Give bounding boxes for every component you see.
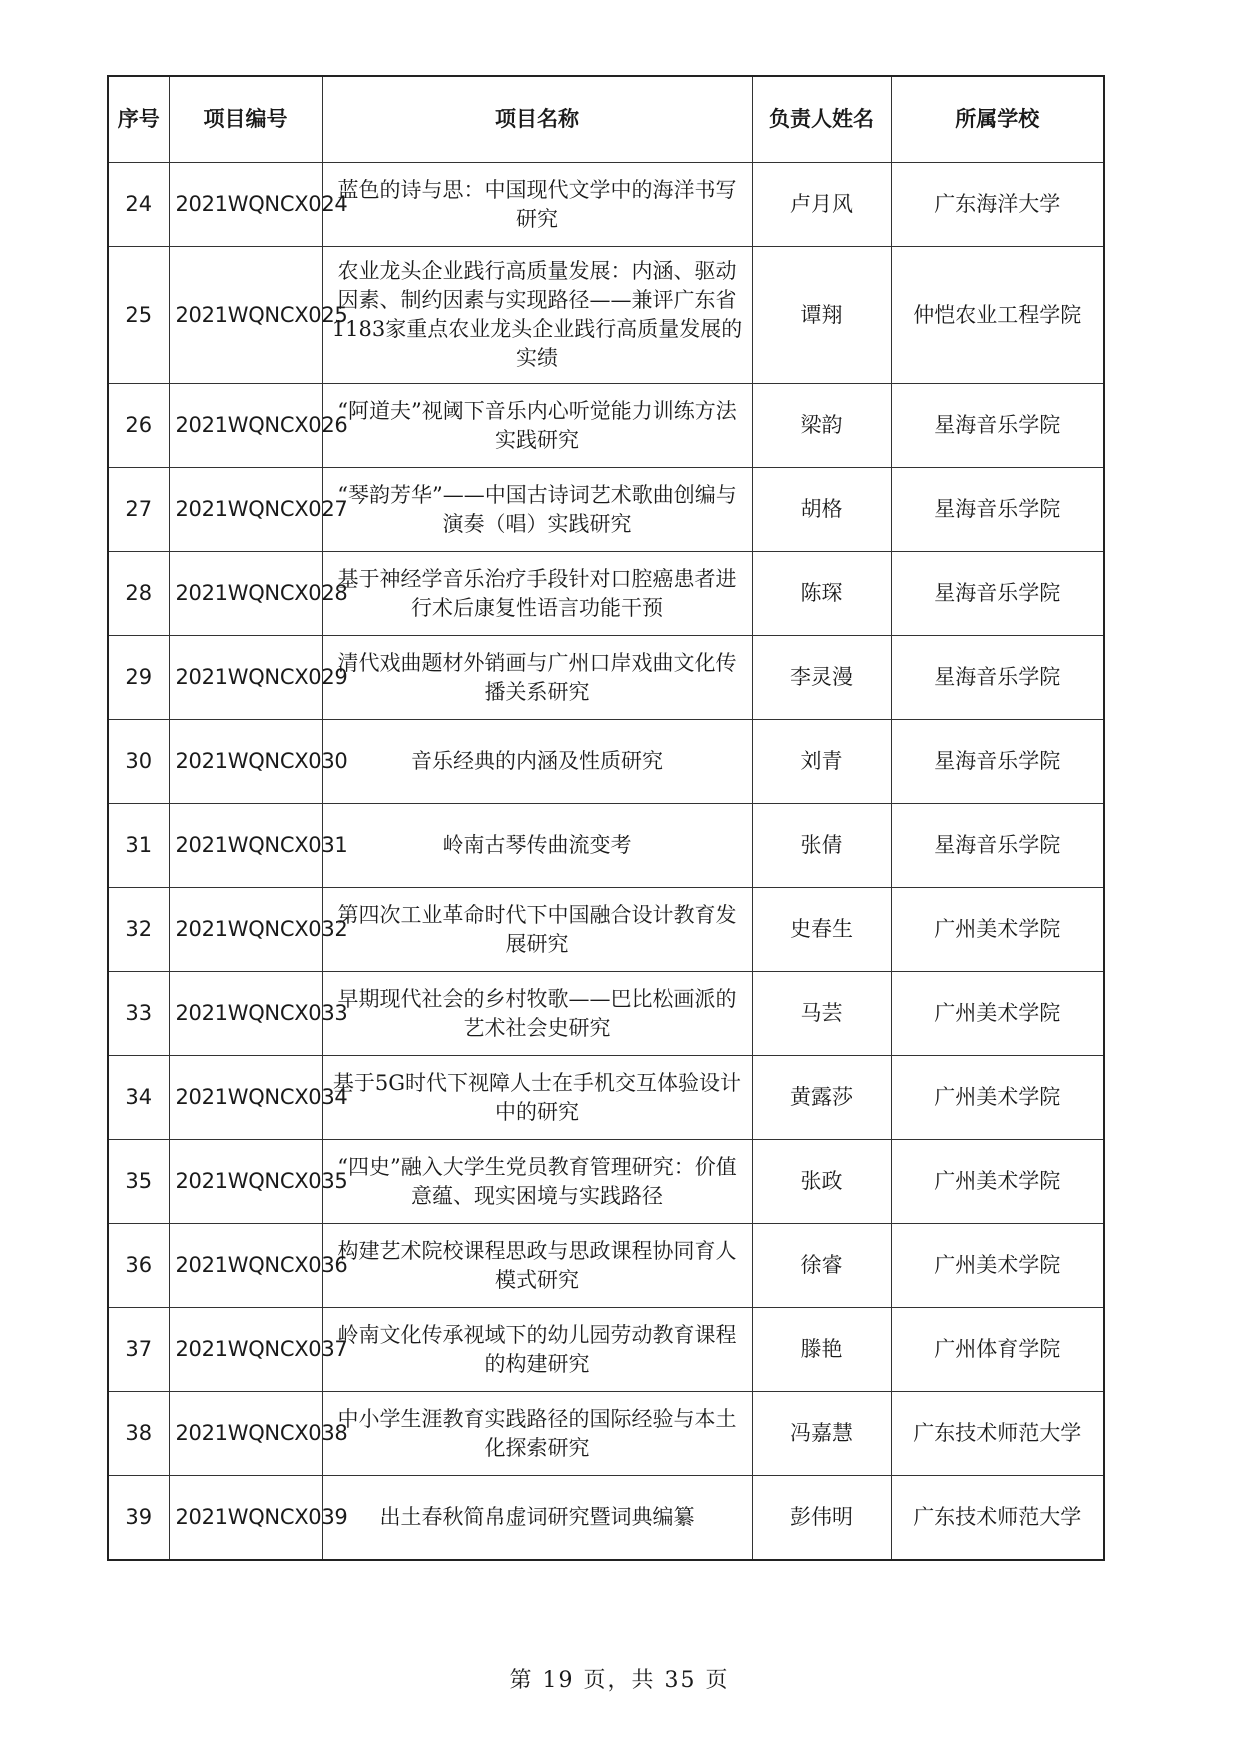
cell-code: 2021WQNCX033 [169, 972, 322, 1056]
table-row [108, 1308, 1104, 1392]
table-row [108, 636, 1104, 720]
cell-title: 农业龙头企业践行高质量发展：内涵、驱动因素、制约因素与实现路径——兼评广东省1183家重点农业龙头企业践行高质量发展的实绩 [322, 247, 752, 384]
cell-seq: 34 [108, 1056, 169, 1140]
cell-title: “四史”融入大学生党员教育管理研究：价值意蕴、现实困境与实践路径 [322, 1140, 752, 1224]
cell-title: 早期现代社会的乡村牧歌——巴比松画派的艺术社会史研究 [322, 972, 752, 1056]
header-title: 项目名称 [322, 76, 752, 163]
cell-code: 2021WQNCX029 [169, 636, 322, 720]
cell-code: 2021WQNCX028 [169, 552, 322, 636]
cell-title: 基于神经学音乐治疗手段针对口腔癌患者进行术后康复性语言功能干预 [322, 552, 752, 636]
cell-code: 2021WQNCX031 [169, 804, 322, 888]
cell-title: 基于5G时代下视障人士在手机交互体验设计中的研究 [322, 1056, 752, 1140]
cell-leader: 冯嘉慧 [752, 1392, 891, 1476]
cell-school: 星海音乐学院 [891, 468, 1104, 552]
cell-leader: 胡格 [752, 468, 891, 552]
cell-leader: 梁韵 [752, 384, 891, 468]
cell-school: 广州美术学院 [891, 1140, 1104, 1224]
table-row [108, 972, 1104, 1056]
cell-seq: 26 [108, 384, 169, 468]
cell-leader: 马芸 [752, 972, 891, 1056]
cell-school: 广州美术学院 [891, 972, 1104, 1056]
table-row [108, 888, 1104, 972]
cell-leader: 张倩 [752, 804, 891, 888]
cell-seq: 25 [108, 247, 169, 384]
cell-seq: 33 [108, 972, 169, 1056]
cell-code: 2021WQNCX026 [169, 384, 322, 468]
cell-seq: 30 [108, 720, 169, 804]
table-row [108, 1392, 1104, 1476]
cell-school: 仲恺农业工程学院 [891, 247, 1104, 384]
cell-leader: 卢月风 [752, 163, 891, 247]
cell-leader: 彭伟明 [752, 1476, 891, 1561]
cell-school: 广州美术学院 [891, 1056, 1104, 1140]
cell-leader: 徐睿 [752, 1224, 891, 1308]
cell-code: 2021WQNCX030 [169, 720, 322, 804]
cell-seq: 38 [108, 1392, 169, 1476]
header-seq: 序号 [108, 76, 169, 163]
table-row [108, 384, 1104, 468]
header-school: 所属学校 [891, 76, 1104, 163]
table-row [108, 163, 1104, 247]
header-code: 项目编号 [169, 76, 322, 163]
table-row [108, 552, 1104, 636]
cell-title: 中小学生涯教育实践路径的国际经验与本土化探索研究 [322, 1392, 752, 1476]
cell-seq: 32 [108, 888, 169, 972]
cell-seq: 29 [108, 636, 169, 720]
cell-school: 星海音乐学院 [891, 720, 1104, 804]
cell-seq: 36 [108, 1224, 169, 1308]
cell-leader: 谭翔 [752, 247, 891, 384]
cell-title: 蓝色的诗与思：中国现代文学中的海洋书写研究 [322, 163, 752, 247]
cell-leader: 陈琛 [752, 552, 891, 636]
cell-school: 星海音乐学院 [891, 552, 1104, 636]
project-table [107, 75, 1105, 1561]
cell-code: 2021WQNCX036 [169, 1224, 322, 1308]
cell-school: 星海音乐学院 [891, 804, 1104, 888]
cell-seq: 35 [108, 1140, 169, 1224]
cell-school: 星海音乐学院 [891, 636, 1104, 720]
cell-seq: 24 [108, 163, 169, 247]
cell-code: 2021WQNCX034 [169, 1056, 322, 1140]
table-row [108, 247, 1104, 384]
cell-title: “琴韵芳华”——中国古诗词艺术歌曲创编与演奏（唱）实践研究 [322, 468, 752, 552]
cell-seq: 37 [108, 1308, 169, 1392]
cell-title: 清代戏曲题材外销画与广州口岸戏曲文化传播关系研究 [322, 636, 752, 720]
cell-title: 岭南古琴传曲流变考 [322, 804, 752, 888]
table-row [108, 720, 1104, 804]
cell-code: 2021WQNCX035 [169, 1140, 322, 1224]
cell-title: 音乐经典的内涵及性质研究 [322, 720, 752, 804]
cell-school: 广州美术学院 [891, 888, 1104, 972]
cell-leader: 李灵漫 [752, 636, 891, 720]
table-row [108, 1056, 1104, 1140]
cell-school: 广州体育学院 [891, 1308, 1104, 1392]
cell-seq: 31 [108, 804, 169, 888]
cell-code: 2021WQNCX025 [169, 247, 322, 384]
cell-title: 出土春秋简帛虚词研究暨词典编纂 [322, 1476, 752, 1561]
cell-leader: 刘青 [752, 720, 891, 804]
table-row [108, 1140, 1104, 1224]
page-number: 第 19 页，共 35 页 [509, 1668, 730, 1693]
cell-seq: 28 [108, 552, 169, 636]
cell-school: 广东技术师范大学 [891, 1392, 1104, 1476]
cell-title: 岭南文化传承视域下的幼儿园劳动教育课程的构建研究 [322, 1308, 752, 1392]
cell-school: 广东技术师范大学 [891, 1476, 1104, 1561]
table-row [108, 468, 1104, 552]
cell-school: 广州美术学院 [891, 1224, 1104, 1308]
cell-school: 星海音乐学院 [891, 384, 1104, 468]
cell-code: 2021WQNCX032 [169, 888, 322, 972]
cell-leader: 黄露莎 [752, 1056, 891, 1140]
cell-code: 2021WQNCX039 [169, 1476, 322, 1561]
cell-leader: 史春生 [752, 888, 891, 972]
table-header-row [108, 76, 1104, 163]
cell-code: 2021WQNCX024 [169, 163, 322, 247]
cell-seq: 27 [108, 468, 169, 552]
cell-title: “阿道夫”视阈下音乐内心听觉能力训练方法实践研究 [322, 384, 752, 468]
cell-title: 第四次工业革命时代下中国融合设计教育发展研究 [322, 888, 752, 972]
table-row [108, 804, 1104, 888]
cell-seq: 39 [108, 1476, 169, 1561]
table-row [108, 1224, 1104, 1308]
cell-leader: 滕艳 [752, 1308, 891, 1392]
cell-code: 2021WQNCX038 [169, 1392, 322, 1476]
table-row [108, 1476, 1104, 1561]
cell-school: 广东海洋大学 [891, 163, 1104, 247]
cell-code: 2021WQNCX027 [169, 468, 322, 552]
cell-leader: 张政 [752, 1140, 891, 1224]
cell-title: 构建艺术院校课程思政与思政课程协同育人模式研究 [322, 1224, 752, 1308]
header-leader: 负责人姓名 [752, 76, 891, 163]
cell-code: 2021WQNCX037 [169, 1308, 322, 1392]
